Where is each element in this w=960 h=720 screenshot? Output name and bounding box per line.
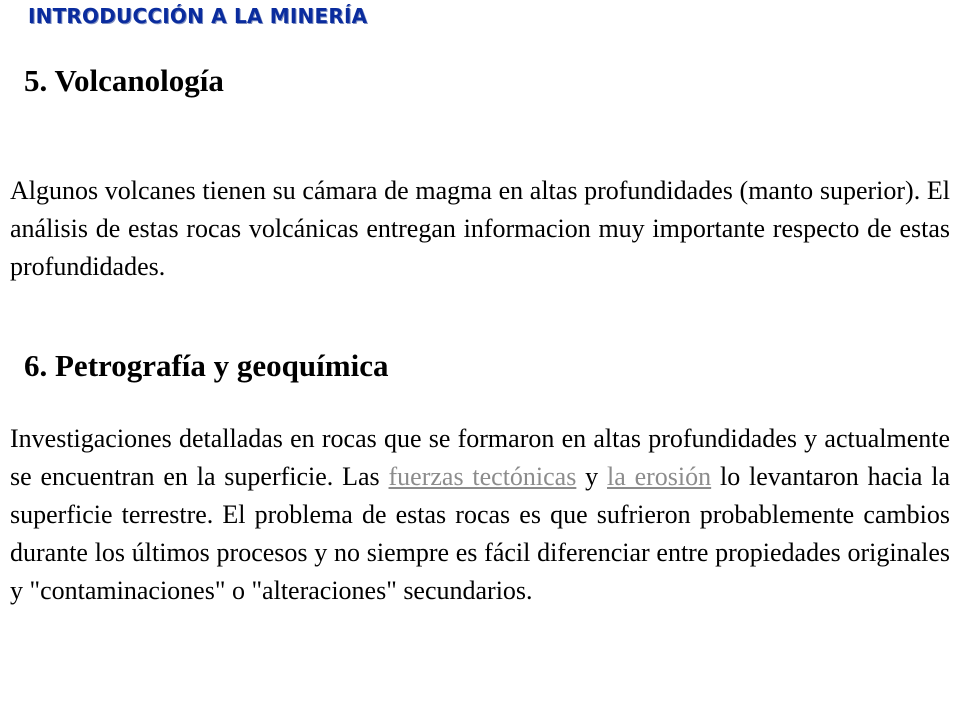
paragraph-text-part-3: lo levantaron hacia la superficie terrestre. El problema de estas rocas es que sufrieron probablemente cambios durante los últimos procesos y no siempre es fácil diferenciar entre propiedades originales y "contaminaciones" o "alteraciones" secundarios. xyxy=(10,462,951,605)
page-banner-title: INTRODUCCIÓN A LA MINERÍA xyxy=(28,4,368,28)
link-la-erosion[interactable]: la erosión xyxy=(607,462,712,491)
section-heading-volcanologia: 5. Volcanología xyxy=(24,63,224,98)
paragraph-text-part-1: Investigaciones detalladas en rocas que se formaron en altas profundidades y actualmente se encuentran en la superficie. Las xyxy=(10,424,950,491)
paragraph-text-part-2: y xyxy=(576,462,608,491)
section-paragraph-petrografia xyxy=(10,420,950,610)
section-paragraph-volcanologia: Algunos volcanes tienen su cámara de magma en altas profundidades (manto superior). El análisis de estas rocas volcánicas entregan informacion muy importante respecto de estas profundidades. xyxy=(10,176,950,281)
section-heading-petrografia: 6. Petrografía y geoquímica xyxy=(24,348,389,383)
link-fuerzas-tectonicas[interactable]: fuerzas tectónicas xyxy=(388,462,577,491)
